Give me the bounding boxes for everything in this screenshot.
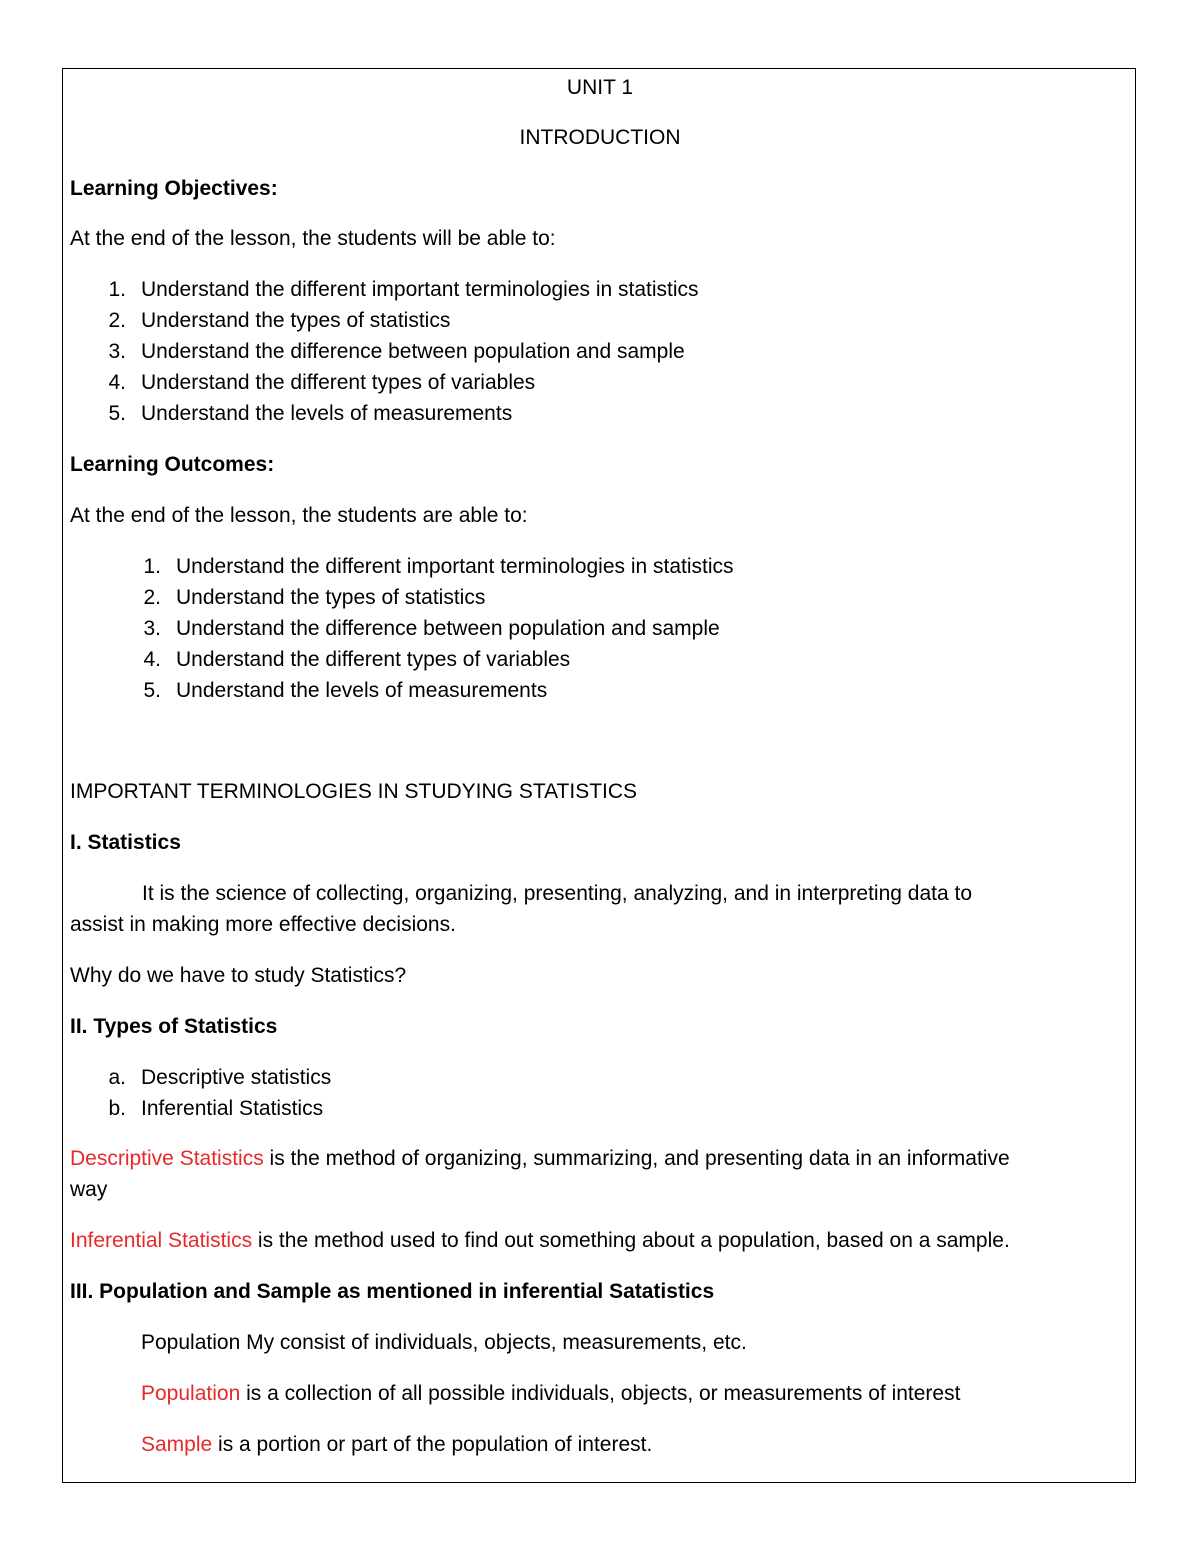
list-item: Understand the levels of measurements [176,679,548,702]
sample-definition [141,1432,652,1458]
list-item: Inferential Statistics [141,1097,324,1120]
list-item-letter: b. [108,1097,126,1120]
descriptive-definition [70,1146,1010,1172]
population-definition [141,1381,960,1407]
outcomes-heading: Learning Outcomes: [70,453,275,476]
list-item: Understand the types of statistics [176,586,486,609]
list-item: Understand the different important terminologies in statistics [176,555,734,578]
inferential-term: Inferential Statistics [70,1229,253,1252]
list-item: Understand the different types of variables [141,371,536,394]
sample-term: Sample [141,1433,213,1456]
objectives-intro: At the end of the lesson, the students will be able to: [70,227,556,250]
population-note: Population My consist of individuals, objects, measurements, etc. [141,1331,747,1354]
list-item-number: 4. [108,371,126,394]
inferential-definition-text: is the method used to find out something about a population, based on a sample. [252,1229,1010,1252]
list-item-letter: a. [108,1066,126,1089]
list-item-number: 3. [108,340,126,363]
population-term: Population [141,1382,241,1405]
list-item: Understand the difference between population and sample [176,617,720,640]
list-item: Understand the different types of variables [176,648,571,671]
descriptive-term: Descriptive Statistics [70,1147,264,1170]
list-item: Understand the different important terminologies in statistics [141,278,699,301]
descriptive-definition-line2: way [70,1178,108,1201]
document-frame [62,68,1136,1483]
statistics-definition-line1: It is the science of collecting, organizing, presenting, analyzing, and in interpreting data to [142,882,973,905]
list-item-number: 1. [143,555,161,578]
list-item-number: 3. [143,617,161,640]
outcomes-intro: At the end of the lesson, the students are able to: [70,504,528,527]
statistics-question: Why do we have to study Statistics? [70,964,407,987]
list-item-number: 5. [108,402,126,425]
list-item-number: 2. [108,309,126,332]
inferential-definition [70,1228,1010,1254]
statistics-definition-line2: assist in making more effective decisions. [70,913,456,936]
types-heading: II. Types of Statistics [70,1015,278,1038]
list-item: Understand the levels of measurements [141,402,513,425]
list-item-number: 4. [143,648,161,671]
sample-definition-text: is a portion or part of the population of interest. [212,1433,653,1456]
terminologies-heading: IMPORTANT TERMINOLOGIES IN STUDYING STATISTICS [70,780,638,803]
list-item: Understand the types of statistics [141,309,451,332]
statistics-heading: I. Statistics [70,831,181,854]
list-item-number: 1. [108,278,126,301]
list-item: Understand the difference between population and sample [141,340,685,363]
population-definition-text: is a collection of all possible individuals, objects, or measurements of interest [240,1382,961,1405]
list-item: Descriptive statistics [141,1066,332,1089]
unit-title: UNIT 1 [566,76,634,99]
descriptive-definition-text: is the method of organizing, summarizing, and presenting data in an informative [263,1147,1010,1170]
population-sample-heading: III. Population and Sample as mentioned in inferential Satatistics [70,1280,715,1303]
list-item-number: 2. [143,586,161,609]
list-item-number: 5. [143,679,161,702]
section-title: INTRODUCTION [519,126,681,149]
objectives-heading: Learning Objectives: [70,177,278,200]
